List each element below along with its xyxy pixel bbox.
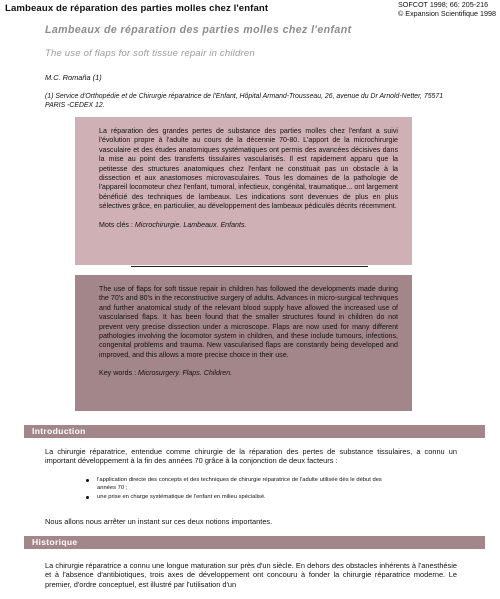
keywords-english-values: Microsurgery. Flaps. Children. [138,369,233,378]
list-item: l'application directe des concepts et des techniques de chirurgie réparatrice de l'adulte utilisée dès le début des années 70 ; [86,476,386,492]
keywords-french-label: Mots clés : [99,220,133,229]
section-heading-introduction-label: Introduction [32,426,86,436]
abstract-french [75,117,412,265]
keywords-french [99,221,398,230]
abstract-english [75,275,412,411]
introduction-paragraph: La chirurgie réparatrice, entendue comme chirurgie de la réparation des pertes de substance tissulaires, a connu un important développement à la fin des années 70 grâce à la conjonction de deux facteurs : [45,447,457,466]
section-heading-introduction [24,425,485,438]
keywords-english [99,369,398,378]
abstract-english-text: The use of flaps for soft tissue repair in children has followed the developments made during the 70's and 80's in the reconstructive surgery of adults. Advances in micro-surgical techniques and further anatomical study of the relevant blood supply have allowed the increased use of vascularised flaps. It has been found that the smaller structures found in children do not prevent very precise dissection under a microscope. Flaps are now used for many different pathologies involving the locomotor system in children, and these include tumours, infections, congenital problems and trauma. New vascularised flaps are constantly being developed and improved, and this allows a more precise choice in their use. [99,285,398,359]
running-title: Lambeaux de réparation des parties molles chez l'enfant [5,3,269,14]
section-heading-historique [24,536,485,549]
page-header [0,0,500,22]
historique-paragraph: La chirurgie réparatrice a connu une longue maturation sur près d'un siècle. En dehors des obstacles inhérents à l'anesthésie et à l'absence d'antibiotiques, trois axes de développement ont concouru à fonder la chirurgie réparatrice moderne. Le premier, d'ordre conceptuel, est illustré par l'utilisation d'un [45,561,457,589]
abstract-french-text: La réparation des grandes pertes de substance des parties molles chez l'enfant a suivi l'évolution propre à l'adulte au cours de la décennie 70-80. L'apport de la microchirurgie vasculaire et des études anatomiques systématiques ont permis des avancées décisives dans la mise au point des transferts tissulaires vascularisés. Il est rapidement apparu que la petitesse des structures anatomiques chez l'enfant ne constituait pas un obstacle à la dissection et aux anastomoses microvasculaires. Tous les domaines de la pathologie de l'appareil locomoteur chez l'enfant, tumoral, infectieux, congénital, traumatique... ont largement bénéficié des techniques de lambeaux. Les indications sont devenues de plus en plus sélectives grâce, en particulier, au développement des lambeaux pédiculés décrits récemment. [99,127,398,211]
journal-citation: SOFCOT 1998; 66: 205-216 [398,0,489,9]
copyright-notice: © Expansion Scientifique 1998 [398,8,496,18]
journal-reference [398,1,496,18]
keywords-english-label: Key words : [99,369,137,378]
abstract-divider [131,266,368,267]
author-line: M.C. Romaña (1) [45,73,102,82]
section-heading-historique-label: Historique [32,537,78,547]
article-subtitle: The use of flaps for soft tissue repair in children [45,48,255,59]
keywords-french-values: Microchirurgie. Lambeaux. Enfants. [134,220,247,229]
introduction-bullet-list [86,476,386,502]
list-item: une prise en charge systématique de l'enfant en milieu spécialisé. [86,493,386,501]
introduction-closing: Nous allons nous arrêter un instant sur ces deux notions importantes. [45,517,273,526]
article-title: Lambeaux de réparation des parties molles chez l'enfant [45,24,352,36]
author-affiliation: (1) Service d'Orthopédie et de Chirurgie réparatrice de l'Enfant, Hôpital Armand-Trousseau, 26, avenue du Dr Arnold-Netter, 75571 PARIS -CEDEX 12. [45,93,444,109]
